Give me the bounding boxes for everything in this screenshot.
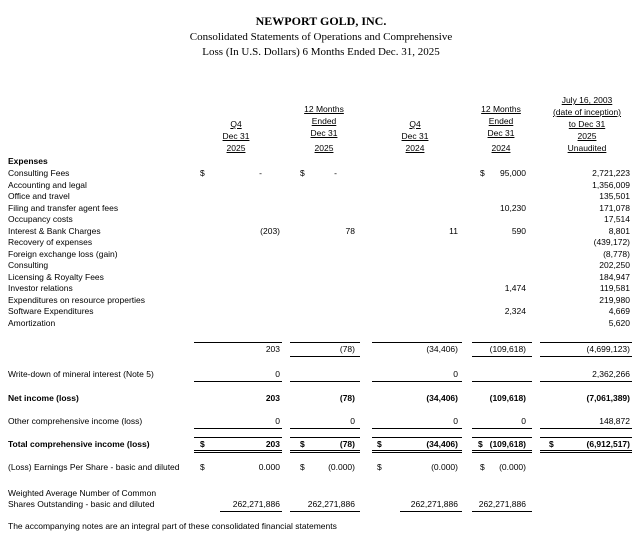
writedown-value: 0 xyxy=(275,369,280,379)
shares-label-1: Weighted Average Number of Common xyxy=(8,488,157,498)
dollar-sign: $ xyxy=(549,439,554,449)
rule-shares xyxy=(400,511,462,512)
rule-shares xyxy=(472,511,532,512)
rule-total-top xyxy=(290,437,360,438)
total-ci-value: (109,618) xyxy=(489,439,526,449)
total-ci-label: Total comprehensive income (loss) xyxy=(8,439,150,449)
dollar-sign: $ xyxy=(200,168,205,178)
expense-row-label: Interest & Bank Charges xyxy=(8,225,101,236)
rule-subtotal-col2 xyxy=(290,342,360,343)
rule-oci xyxy=(540,428,632,429)
expense-row-label: Consulting xyxy=(8,260,49,270)
rule-total-double xyxy=(290,450,360,453)
rule-oci xyxy=(290,428,360,429)
dollar-sign: $ xyxy=(480,168,485,178)
rule-subtotal-col5 xyxy=(540,342,632,343)
rule-total-top xyxy=(372,437,462,438)
subtotal-value: (34,406) xyxy=(426,344,458,354)
expense-row-label: Expenditures on resource properties xyxy=(8,294,146,305)
net-income-label: Net income (loss) xyxy=(8,393,79,403)
subtotal-value: (109,618) xyxy=(489,344,526,354)
writedown-label: Write-down of mineral interest (Note 5) xyxy=(8,369,154,379)
shares-label-2: Shares Outstanding - basic and diluted xyxy=(8,499,155,509)
footnote: The accompanying notes are an integral part of these consolidated financial statements xyxy=(8,521,337,531)
rule-total-double xyxy=(540,450,632,453)
eps-value: (0.000) xyxy=(431,462,458,472)
section-expenses: Expenses xyxy=(8,156,48,166)
expense-row-label: Recovery of expenses xyxy=(8,237,93,247)
rule-oci xyxy=(472,428,532,429)
expense-row-label: Office and travel xyxy=(8,191,70,201)
shares-value: 262,271,886 xyxy=(410,499,458,509)
rule-total-top xyxy=(472,437,532,438)
expense-row-label: Software Expenditures xyxy=(8,306,94,316)
expense-row-value: 135,501 xyxy=(599,191,630,201)
expense-row-label: Filing and transfer agent fees xyxy=(8,202,119,213)
expense-row-value: (203) xyxy=(260,225,280,236)
writedown-value: 0 xyxy=(453,369,458,379)
expense-row-value: (439,172) xyxy=(593,237,630,247)
rule-subtotal-under-col4 xyxy=(472,356,532,357)
dollar-sign: $ xyxy=(377,462,382,472)
expense-row-value: 1,474 xyxy=(504,283,526,293)
total-ci-value: (34,406) xyxy=(426,439,458,449)
rule-shares xyxy=(290,511,360,512)
expense-row-value: (8,778) xyxy=(603,248,630,259)
rule-subtotal-col1 xyxy=(194,342,282,343)
expense-row-value: 202,250 xyxy=(599,260,630,270)
expense-row-value: 119,581 xyxy=(599,283,630,293)
dollar-sign: $ xyxy=(478,439,483,449)
rule-oci xyxy=(194,428,282,429)
rule-total-double xyxy=(194,450,282,453)
oci-value: 148,872 xyxy=(599,416,630,426)
rule-oci xyxy=(372,428,462,429)
expense-row-value: - xyxy=(334,168,337,178)
expense-row-value: 4,669 xyxy=(608,306,630,316)
rule-shares xyxy=(220,511,282,512)
total-ci-value: (6,912,517) xyxy=(586,439,630,449)
shares-value: 262,271,886 xyxy=(232,499,280,509)
subtotal-value: (78) xyxy=(339,344,355,354)
rule-writedown xyxy=(290,381,360,382)
expense-row-value: 590 xyxy=(511,225,526,236)
rule-writedown xyxy=(472,381,532,382)
rule-total-top xyxy=(540,437,632,438)
rule-total-double xyxy=(372,450,462,453)
expense-row-value: 11 xyxy=(449,225,458,236)
statement-title-line-2: Loss (In U.S. Dollars) 6 Months Ended Dec. 31, 2025 xyxy=(202,46,440,58)
expense-row-label: Accounting and legal xyxy=(8,179,87,190)
rule-writedown xyxy=(194,381,282,382)
expense-row-value: 5,620 xyxy=(608,317,630,328)
rule-subtotal-col4 xyxy=(472,342,532,343)
net-income-value: (7,061,389) xyxy=(586,393,630,403)
dollar-sign: $ xyxy=(480,462,485,472)
rule-subtotal-col3 xyxy=(372,342,462,343)
net-income-value: (109,618) xyxy=(489,393,526,403)
expense-row-label: Investor relations xyxy=(8,283,73,293)
company-name: NEWPORT GOLD, INC. xyxy=(255,14,387,28)
subtotal-value: (4,699,123) xyxy=(586,344,630,354)
rule-subtotal-under-col5 xyxy=(540,356,632,357)
total-ci-value: 203 xyxy=(265,439,280,449)
oci-value: 0 xyxy=(350,416,355,426)
expense-row-value: 184,947 xyxy=(599,271,630,282)
shares-value: 262,271,886 xyxy=(478,499,526,509)
oci-value: 0 xyxy=(275,416,280,426)
net-income-value: (78) xyxy=(339,393,355,403)
dollar-sign: $ xyxy=(300,168,305,178)
dollar-sign: $ xyxy=(377,439,382,449)
expense-row-value: 2,721,223 xyxy=(592,168,630,178)
expense-row-value: 219,980 xyxy=(599,294,630,305)
expense-row-value: 171,078 xyxy=(599,202,630,213)
expense-row-value: 10,230 xyxy=(500,202,526,213)
statement-title-line-1: Consolidated Statements of Operations and Comprehensive xyxy=(189,31,453,43)
expense-row-label: Amortization xyxy=(8,317,56,328)
expense-row-value: 95,000 xyxy=(500,168,526,178)
subtotal-value: 203 xyxy=(265,344,280,354)
expense-row-value: 8,801 xyxy=(608,225,630,236)
dollar-sign: $ xyxy=(200,462,205,472)
expense-row-value: 2,324 xyxy=(504,306,526,316)
dollar-sign: $ xyxy=(300,439,305,449)
shares-value: 262,271,886 xyxy=(307,499,355,509)
rule-writedown xyxy=(540,381,632,382)
dollar-sign: $ xyxy=(300,462,305,472)
writedown-value: 2,362,266 xyxy=(592,369,630,379)
rule-subtotal-under-col2 xyxy=(290,356,360,357)
expense-row-value: - xyxy=(259,168,262,178)
oci-value: 0 xyxy=(521,416,526,426)
rule-total-double xyxy=(472,450,532,453)
expense-row-label: Occupancy costs xyxy=(8,214,73,224)
eps-label: (Loss) Earnings Per Share - basic and diluted xyxy=(8,462,180,472)
rule-total-top xyxy=(194,437,282,438)
expense-row-value: 78 xyxy=(345,225,355,236)
eps-value: (0.000) xyxy=(328,462,355,472)
expense-row-label: Foreign exchange loss (gain) xyxy=(8,248,118,259)
eps-value: 0.000 xyxy=(258,462,280,472)
expense-row-value: 1,356,009 xyxy=(592,179,630,190)
expense-row-label: Licensing & Royalty Fees xyxy=(8,271,104,282)
rule-writedown xyxy=(372,381,462,382)
net-income-value: 203 xyxy=(265,393,280,403)
total-ci-value: (78) xyxy=(339,439,355,449)
expense-row-value: 17,514 xyxy=(604,214,630,224)
oci-value: 0 xyxy=(453,416,458,426)
eps-value: (0.000) xyxy=(499,462,526,472)
dollar-sign: $ xyxy=(200,439,205,449)
net-income-value: (34,406) xyxy=(426,393,458,403)
oci-label: Other comprehensive income (loss) xyxy=(8,416,143,426)
expense-row-label: Consulting Fees xyxy=(8,168,70,178)
